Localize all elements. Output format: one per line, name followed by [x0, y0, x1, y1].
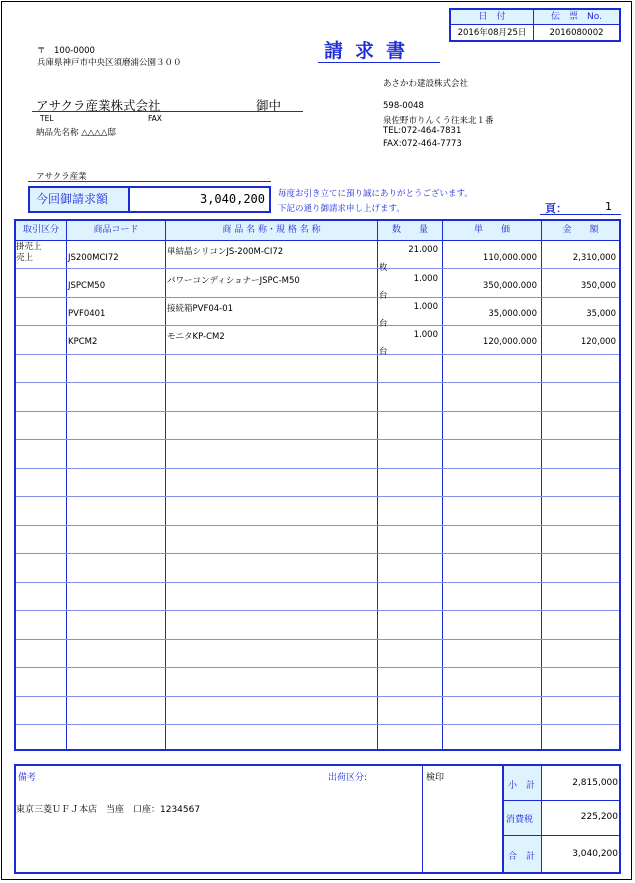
totals-divider — [504, 800, 621, 801]
subtotal-label: 小 計 — [508, 781, 536, 791]
delivery-name: 納品先名称 △△△△邸 — [36, 128, 116, 138]
billing-amount-box — [28, 186, 271, 213]
row1-unit: 枚 — [379, 263, 388, 273]
col-header-price: 単 価 — [473, 225, 510, 235]
row4-amount: 120,000 — [580, 337, 616, 347]
customer-short-name: アサクラ産業 — [36, 172, 87, 182]
row-line — [16, 354, 619, 355]
row3-price: 35,000.000 — [488, 309, 537, 319]
subtotal-value: 2,815,000 — [572, 778, 618, 788]
page-title: 請求書 — [324, 40, 418, 62]
title-underline — [318, 62, 440, 63]
row-line — [16, 382, 619, 383]
row4-name: モニタKP-CM2 — [167, 332, 225, 342]
col-header-code: 商品コード — [93, 225, 139, 235]
col-header-name: 商 品 名 称・規 格 名 称 — [222, 225, 321, 235]
page-underline — [540, 214, 621, 215]
billing-amount-value: 3,040,200 — [199, 192, 265, 206]
row1-price: 110,000.000 — [482, 253, 537, 263]
fax-label: FAX — [148, 114, 162, 123]
footer-box — [14, 764, 621, 874]
total-value: 3,040,200 — [572, 849, 618, 859]
row4-qty: 1.000 — [413, 330, 438, 340]
row4-unit: 台 — [379, 347, 388, 357]
col-divider — [377, 221, 378, 749]
row4-code: KPCM2 — [68, 337, 98, 347]
row3-code: PVF0401 — [68, 309, 106, 319]
row1-type-line1: 掛売上 — [16, 242, 42, 252]
remarks-label: 備考 — [18, 773, 37, 783]
issuer-name: あさかわ建設株式会社 — [383, 79, 469, 89]
totals-divider — [504, 835, 621, 836]
row1-type — [16, 242, 42, 264]
col-header-type: 取引区分 — [22, 225, 59, 235]
bank-info: 東京三菱ＵＦＪ本店 当座 口座：1234567 — [16, 805, 201, 815]
row-line — [16, 696, 619, 697]
row1-amount: 2,310,000 — [572, 253, 616, 263]
row1-qty: 21.000 — [408, 245, 438, 255]
row3-qty: 1.000 — [413, 302, 438, 312]
issuer-tel: TEL:072-464-7831 — [383, 126, 462, 136]
request-message: 下記の通り御請求申し上げます。 — [278, 204, 405, 214]
col-divider — [66, 221, 67, 749]
row-line — [16, 724, 619, 725]
row1-type-line2: 売上 — [16, 253, 34, 263]
row-line — [16, 297, 619, 298]
row2-unit: 台 — [379, 291, 388, 301]
customer-name: アサクラ産業株式会社 — [36, 98, 161, 113]
row1-name: 単結晶シリコンJS-200M-CI72 — [167, 247, 284, 257]
row2-amount: 350,000 — [580, 281, 616, 291]
row-line — [16, 610, 619, 611]
row2-price: 350,000.000 — [482, 281, 537, 291]
row3-name: 接続箱PVF04-01 — [167, 304, 234, 314]
issuer-address: 泉佐野市りんくう往来北１番 — [383, 116, 494, 126]
tel-label: TEL — [40, 114, 54, 123]
page-label: 頁： — [545, 202, 567, 215]
issuer-fax: FAX:072-464-7773 — [383, 139, 462, 149]
col-header-qty: 数 量 — [391, 225, 428, 235]
seal-divider — [422, 766, 423, 872]
col-divider — [165, 221, 166, 749]
customer-underline — [32, 111, 303, 112]
row3-unit: 台 — [379, 319, 388, 329]
row-line — [16, 496, 619, 497]
row-line — [16, 553, 619, 554]
row3-amount: 35,000 — [586, 309, 616, 319]
row-line — [16, 639, 619, 640]
short-name-underline — [28, 181, 271, 182]
page-number: 1 — [605, 200, 612, 213]
col-header-amount: 金 額 — [562, 225, 599, 235]
table-header — [16, 221, 619, 241]
col-divider — [442, 221, 443, 749]
row4-price: 120,000.000 — [482, 337, 537, 347]
billing-amount-label: 今回御請求額 — [30, 188, 130, 211]
tax-value: 225,200 — [580, 812, 618, 822]
row-line — [16, 582, 619, 583]
col-divider — [541, 221, 542, 749]
customer-postal: 〒 100-0000 — [37, 46, 95, 56]
seal-label: 検印 — [426, 773, 445, 783]
row-line — [16, 525, 619, 526]
row-line — [16, 439, 619, 440]
totals-panel — [502, 766, 621, 872]
row1-code: JS200MCI72 — [68, 253, 119, 263]
row-line — [16, 468, 619, 469]
tax-label: 消費税 — [506, 815, 534, 825]
items-table — [14, 219, 621, 751]
row-line — [16, 268, 619, 269]
row2-code: JSPCM50 — [68, 281, 106, 291]
total-label: 合 計 — [508, 852, 536, 862]
row2-qty: 1.000 — [413, 274, 438, 284]
slip-value: 2016080002 — [549, 28, 604, 38]
honorific: 御中 — [256, 98, 282, 113]
date-header: 日 付 — [451, 10, 533, 25]
row-line — [16, 411, 619, 412]
row2-name: パワーコンディショナーJSPC-M50 — [167, 276, 300, 286]
row-line — [16, 325, 619, 326]
customer-address: 兵庫県神戸市中央区須磨浦公園３００ — [37, 58, 182, 68]
shipping-label: 出荷区分: — [328, 773, 368, 783]
date-value: 2016年08月25日 — [457, 28, 527, 38]
date-slip-box — [449, 8, 621, 42]
slip-header: 伝 票 No. — [534, 10, 619, 25]
thanks-message: 毎度お引き立てに預り誠にありがとうございます。 — [278, 189, 473, 199]
row-line — [16, 667, 619, 668]
issuer-postal: 598-0048 — [383, 101, 424, 111]
